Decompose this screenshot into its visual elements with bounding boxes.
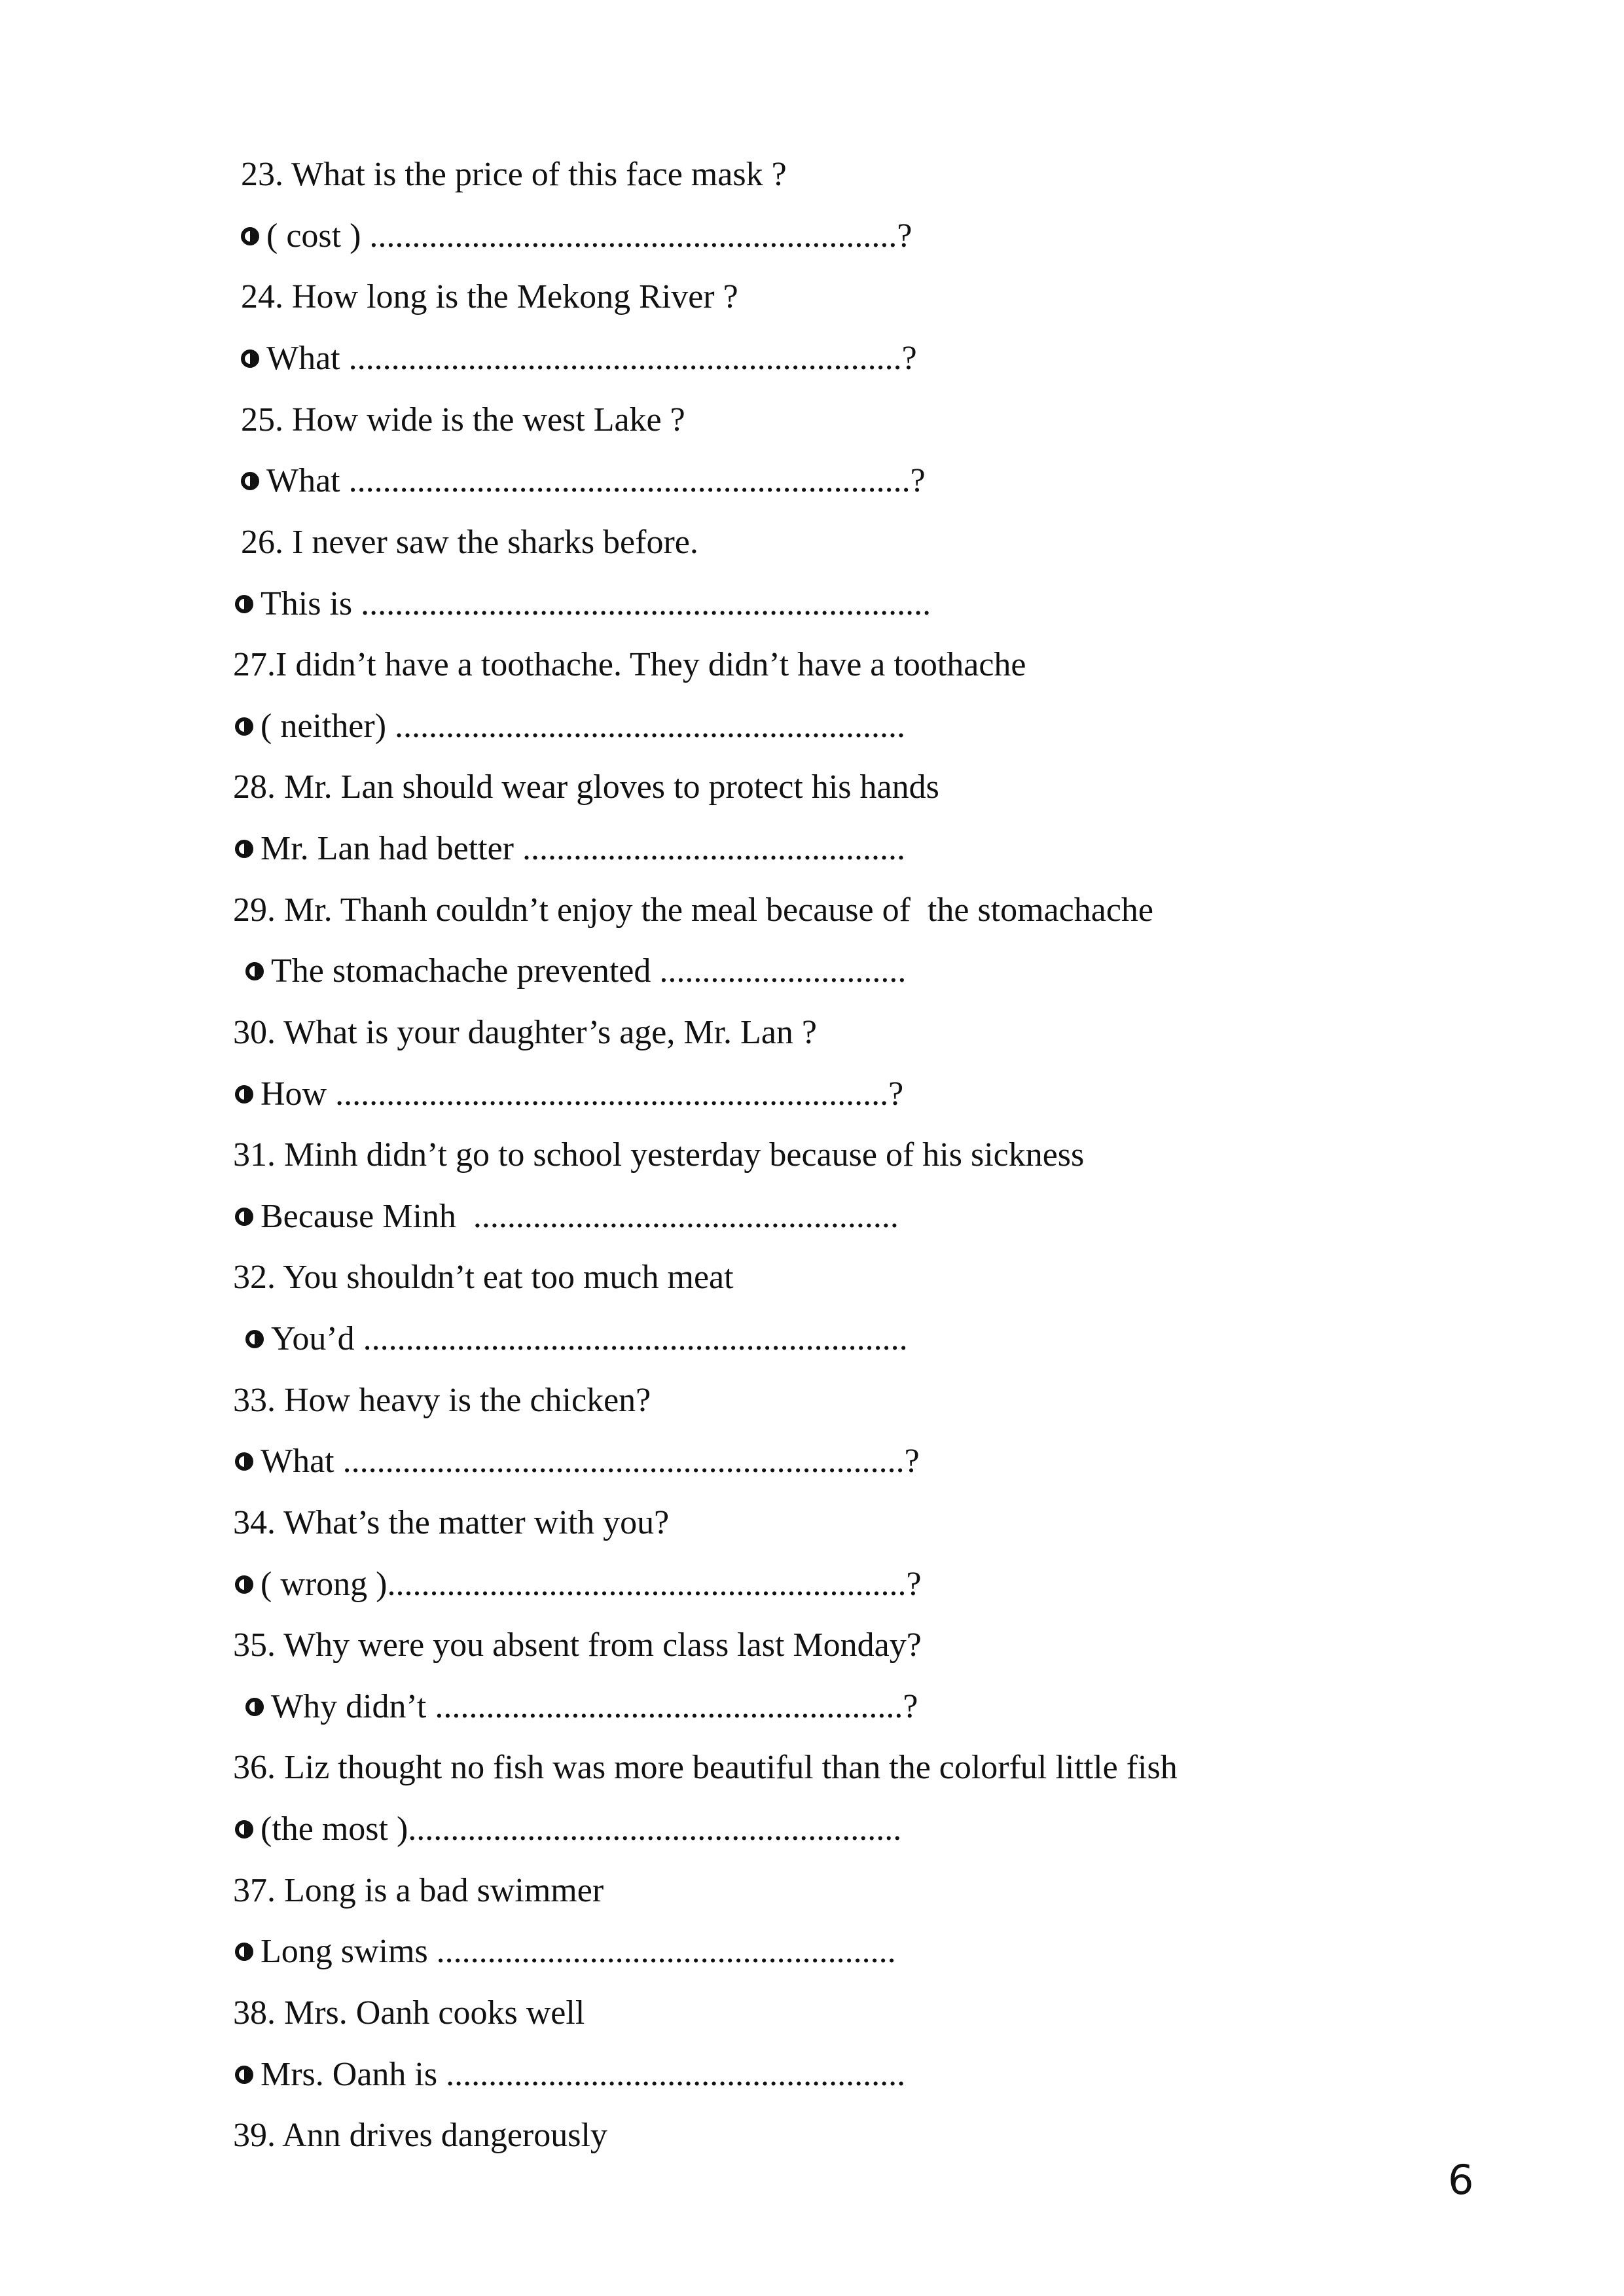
answer-37: Long swims ...................................................... xyxy=(233,1932,896,1971)
arrow-icon xyxy=(233,1941,255,1963)
question-31: 31. Minh didn’t go to school yesterday because of his sickness xyxy=(233,1136,1085,1174)
answer-24: What .................................................................? xyxy=(239,339,917,378)
arrow-icon xyxy=(233,593,255,615)
page-number: 6 xyxy=(1448,2156,1474,2204)
arrow-icon xyxy=(239,225,261,247)
answer-32: You’d ................................................................ xyxy=(244,1319,908,1359)
arrow-icon xyxy=(233,1573,255,1596)
question-26: 26. I never saw the sharks before. xyxy=(241,524,698,561)
question-37: 37. Long is a bad swimmer xyxy=(233,1872,604,1909)
question-33: 33. How heavy is the chicken? xyxy=(233,1382,651,1419)
question-35: 35. Why were you absent from class last Monday? xyxy=(233,1626,922,1664)
arrow-icon xyxy=(233,1206,255,1228)
answer-23: ( cost ) ..............................................................? xyxy=(239,217,912,256)
answer-25: What ..................................................................? xyxy=(239,461,926,501)
question-25: 25. How wide is the west Lake ? xyxy=(241,401,685,439)
answer-33: What ..................................................................? xyxy=(233,1442,920,1481)
arrow-icon xyxy=(233,715,255,738)
question-32: 32. You shouldn’t eat too much meat xyxy=(233,1259,734,1296)
answer-30: How .................................................................? xyxy=(233,1075,903,1114)
arrow-icon xyxy=(233,2064,255,2086)
arrow-icon xyxy=(239,348,261,370)
question-23: 23. What is the price of this face mask ? xyxy=(241,156,787,193)
question-28: 28. Mr. Lan should wear gloves to protect his hands xyxy=(233,768,939,806)
answer-38: Mrs. Oanh is ...................................................... xyxy=(233,2055,905,2094)
answer-29: The stomachache prevented ............................. xyxy=(244,952,906,991)
question-38: 38. Mrs. Oanh cooks well xyxy=(233,1994,585,2032)
arrow-icon xyxy=(244,1328,266,1350)
answer-28: Mr. Lan had better ............................................. xyxy=(233,829,905,869)
question-27: 27.I didn’t have a toothache. They didn’t have a toothache xyxy=(233,646,1026,683)
arrow-icon xyxy=(244,1696,266,1718)
arrow-icon xyxy=(239,470,261,492)
arrow-icon xyxy=(233,1818,255,1840)
question-34: 34. What’s the matter with you? xyxy=(233,1504,670,1541)
answer-27: ( neither) ............................................................ xyxy=(233,707,905,746)
arrow-icon xyxy=(233,838,255,860)
arrow-icon xyxy=(233,1083,255,1105)
answer-26: This is ................................................................... xyxy=(233,584,931,624)
answer-36: (the most ).......................................................... xyxy=(233,1810,901,1849)
question-29: 29. Mr. Thanh couldn’t enjoy the meal because of the stomachache xyxy=(233,891,1153,929)
question-36: 36. Liz thought no fish was more beautiful than the colorful little fish xyxy=(233,1749,1178,1786)
question-24: 24. How long is the Mekong River ? xyxy=(241,278,738,315)
question-30: 30. What is your daughter’s age, Mr. Lan ? xyxy=(233,1014,817,1051)
answer-35: Why didn’t .......................................................? xyxy=(244,1687,918,1727)
question-39: 39. Ann drives dangerously xyxy=(233,2117,607,2154)
arrow-icon xyxy=(233,1450,255,1473)
answer-34: ( wrong ).............................................................? xyxy=(233,1565,922,1604)
arrow-icon xyxy=(244,960,266,982)
answer-31: Because Minh .................................................. xyxy=(233,1197,899,1236)
